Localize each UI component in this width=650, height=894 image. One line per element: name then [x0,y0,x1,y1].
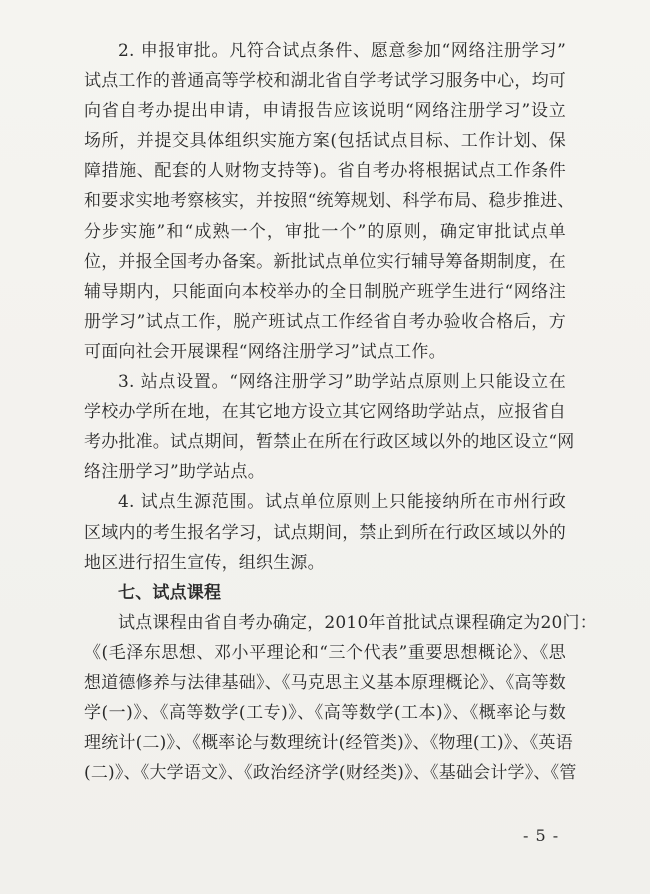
text-line: 2. 申报审批。凡符合试点条件、愿意参加“网络注册学习” [118,41,566,61]
text-line: 想道德修养与法律基础》、《马克思主义基本原理概论》、《高等数 [84,672,566,693]
text-line: 试点工作的普通高等学校和湖北省自学考试学习服务中心，均可 [84,71,566,92]
text-line: 《(毛泽东思想、邓小平理论和“三个代表”重要思想概论》、《思 [84,642,566,663]
text-line: 4. 试点生源范围。试点单位原则上只能接纳所在市州行政 [118,492,566,513]
paragraph-apply-approval [84,36,575,367]
text-line: 和要求实地考察核实，并按照“统筹规划、科学布局、稳步推进、 [84,191,575,212]
text-line: 络注册学习”助学站点。 [84,462,265,483]
text-line: 可面向社会开展课程“网络注册学习”试点工作。 [84,341,446,362]
text-line: 学校办学所在地，在其它地方设立其它网络助学站点，应报省自 [84,402,566,423]
text-line: 辅导期内，只能面向本校举办的全日制脱产班学生进行“网络注 [84,281,566,302]
text-line: 3. 站点设置。“网络注册学习”助学站点原则上只能设立在 [118,372,566,393]
text-line: 地区进行招生宣传，组织生源。 [84,552,325,573]
text-line: 考办批准。试点期间，暂禁止在所在行政区域以外的地区设立“网 [84,432,575,453]
text-line: 试点课程由省自考办确定，2010年首批试点课程确定为20门： [118,612,597,633]
text-line: 障措施、配套的人财物支持等)。省自考办将根据试点工作条件 [84,161,566,182]
paragraph-student-scope [84,487,566,577]
text-line: 向省自考办提出申请，申请报告应该说明“网络注册学习”设立 [84,101,566,122]
document-body [84,36,597,788]
page-number: - 5 - [523,826,560,845]
text-line: 场所，并提交具体组织实施方案(包括试点目标、工作计划、保 [84,131,566,152]
text-line: 理统计(二)》、《概率论与数理统计(经管类)》、《物理(工)》、《英语 [84,733,573,754]
paragraph-site-setup [84,367,575,487]
text-line: 册学习”试点工作，脱产班试点工作经省自考办验收合格后，方 [84,311,566,332]
text-line: 区域内的考生报名学习，试点期间，禁止到所在行政区域以外的 [84,522,566,543]
text-line: 学(一)》、《高等数学(工专)》、《高等数学(工本)》、《概率论与数 [84,703,566,724]
text-line: 位，并报全国考办备案。新批试点单位实行辅导筹备期制度，在 [84,251,566,272]
paragraph-courses [84,608,597,789]
section-heading: 七、试点课程 [118,582,222,603]
text-line: 分步实施”和“成熟一个，审批一个”的原则，确定审批试点单 [84,221,566,242]
text-line: (二)》、《大学语文》、《政治经济学(财经类)》、《基础会计学》、《管 [84,763,577,784]
